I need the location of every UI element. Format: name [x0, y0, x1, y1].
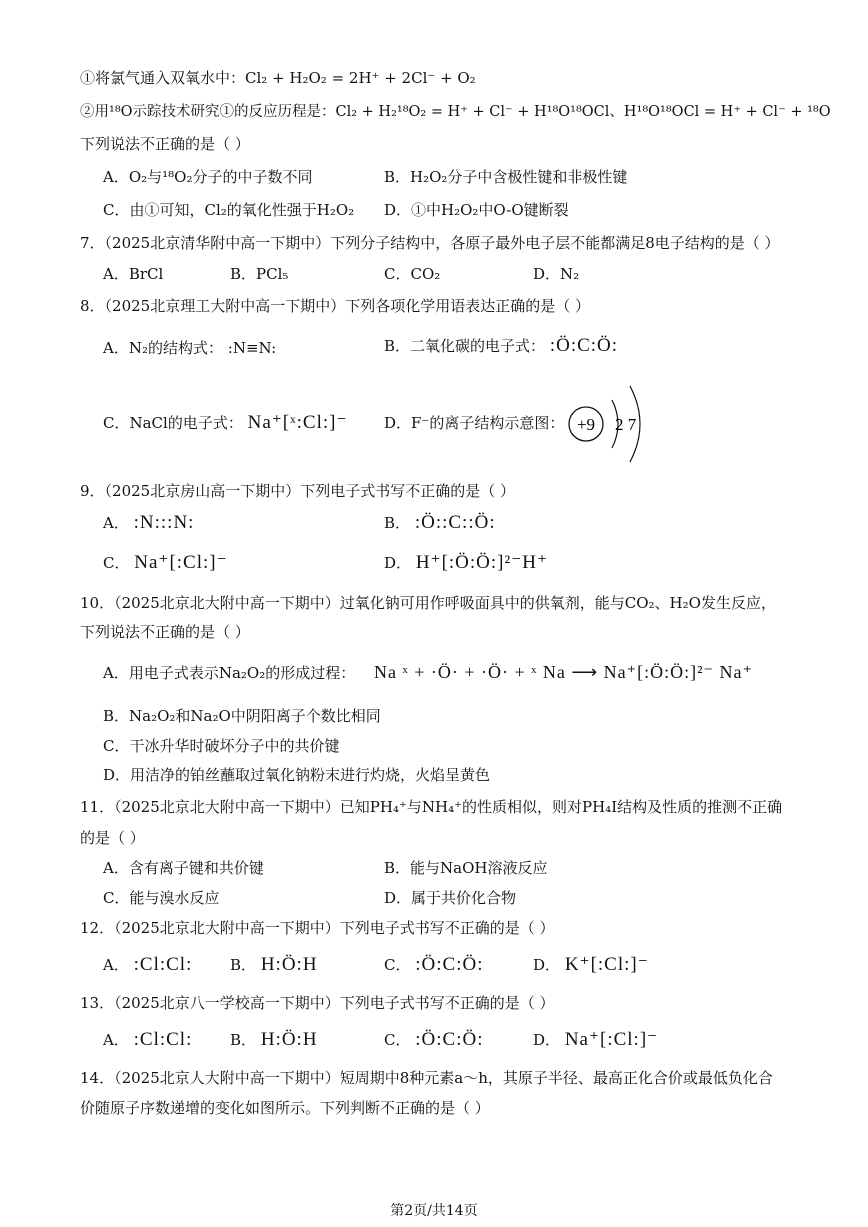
q13-option-b-label: B． — [230, 1031, 257, 1049]
q11-stem-line1: 11．（2025北京北大附中高一下期中）已知PH₄⁺与NH₄⁺的性质相似，则对PH₄I结构及性质的推测不正确 — [80, 798, 783, 816]
q6-option-b: B．H₂O₂分子中含极性键和非极性键 — [384, 168, 628, 186]
q13-option-d-formula: Na⁺[:Cl:]⁻ — [564, 1029, 659, 1050]
q7-option-a: A．BrCl — [103, 265, 164, 283]
q12-option-a — [103, 955, 192, 975]
q6-option-a: A．O₂与¹⁸O₂分子的中子数不同 — [103, 168, 313, 186]
q10-stem-line1: 10．（2025北京北大附中高一下期中）过氧化钠可用作呼吸面具中的供氧剂，能与CO₂、H₂O发生反应， — [80, 594, 776, 612]
q8-option-a-label: A．N₂的结构式： — [103, 339, 223, 357]
q13-option-c — [384, 1030, 484, 1050]
q10-option-c: C．干冰升华时破坏分子中的共价键 — [103, 737, 340, 755]
q9-stem: 9．（2025北京房山高一下期中）下列电子式书写不正确的是（ ） — [80, 482, 515, 500]
line-reaction-2: ②用¹⁸O示踪技术研究①的反应历程是：Cl₂ + H₂¹⁸O₂ = H⁺ + Cl⁻ + H¹⁸O¹⁸OCl、H¹⁸O¹⁸OCl = H⁺ + Cl⁻ + ¹⁸O — [80, 104, 831, 120]
q9-option-a-formula: :N:::N: — [133, 512, 195, 533]
q8-option-b — [384, 336, 618, 356]
q12-option-a-formula: :Cl:Cl: — [133, 954, 193, 975]
q13-option-c-formula: :Ö:C:Ö: — [415, 1029, 484, 1050]
q7-stem: 7．（2025北京清华附中高一下期中）下列分子结构中，各原子最外电子层不能都满足8电子结构的是（ ） — [80, 234, 780, 252]
q8-stem: 8．（2025北京理工大附中高一下期中）下列各项化学用语表达正确的是（ ） — [80, 297, 590, 315]
q6-option-d: D．①中H₂O₂中O-O键断裂 — [384, 201, 569, 219]
q12-option-c-label: C． — [384, 956, 411, 974]
q12-option-c-formula: :Ö:C:Ö: — [415, 954, 484, 975]
line-question-prompt: 下列说法不正确的是（ ） — [80, 135, 250, 153]
q10-option-b: B．Na₂O₂和Na₂O中阴阳离子个数比相同 — [103, 707, 381, 725]
q12-option-d-label: D． — [533, 956, 561, 974]
q13-option-a-formula: :Cl:Cl: — [133, 1029, 193, 1050]
q9-option-b-label: B． — [384, 514, 411, 532]
q8-option-c-label: C．NaCl的电子式： — [103, 414, 243, 432]
q10-option-a-label: A．用电子式表示Na₂O₂的形成过程： — [103, 664, 356, 682]
q8-option-c-formula: Na⁺[ˣ:Cl:]⁻ — [247, 412, 348, 433]
q12-option-b — [230, 955, 318, 975]
q8-option-d — [384, 413, 564, 433]
q13-option-d — [533, 1030, 658, 1050]
q8-option-a — [103, 338, 276, 358]
q9-option-b — [384, 513, 496, 533]
q10-stem-line2: 下列说法不正确的是（ ） — [80, 623, 250, 641]
page-footer: 第2页/共14页 — [390, 1203, 478, 1219]
q11-option-c: C．能与溴水反应 — [103, 889, 220, 907]
q13-option-a — [103, 1030, 192, 1050]
q13-option-b — [230, 1030, 318, 1050]
diagram-nucleus-label: +9 — [576, 415, 596, 434]
q9-option-d — [384, 553, 548, 573]
q13-option-b-formula: H:Ö:H — [260, 1029, 318, 1050]
q9-option-c-formula: Na⁺[:Cl:]⁻ — [134, 552, 228, 573]
q13-option-d-label: D． — [533, 1031, 561, 1049]
line-reaction-1: ①将氯气通入双氧水中：Cl₂ + H₂O₂ = 2H⁺ + 2Cl⁻ + O₂ — [80, 69, 476, 87]
q13-option-c-label: C． — [384, 1031, 411, 1049]
q10-option-a-formula: Na ˣ + ·Ö· + ·Ö· + ˣ Na ⟶ Na⁺[:Ö:Ö:]²⁻ Na⁺ — [374, 662, 753, 682]
q9-option-c-label: C． — [103, 554, 130, 572]
q8-option-d-label: D．F⁻的离子结构示意图： — [384, 414, 565, 432]
q13-stem: 13．（2025北京八一学校高一下期中）下列电子式书写不正确的是（ ） — [80, 994, 555, 1012]
q11-stem-line2: 的是（ ） — [80, 829, 145, 847]
q6-option-c: C．由①可知，Cl₂的氧化性强于H₂O₂ — [103, 201, 355, 219]
diagram-shell-electrons: 2 7 — [615, 415, 637, 434]
q9-option-a-label: A． — [103, 514, 129, 532]
q12-option-a-label: A． — [103, 956, 129, 974]
q9-option-d-label: D． — [384, 554, 412, 572]
q7-option-c: C．CO₂ — [384, 265, 441, 283]
q9-option-c — [103, 553, 228, 573]
q11-option-d: D．属于共价化合物 — [384, 889, 517, 907]
q8-option-b-label: B．二氧化碳的电子式： — [384, 337, 546, 355]
q8-option-a-formula: :N≡N: — [227, 339, 277, 357]
q14-stem-line2: 价随原子序数递增的变化如图所示。下列判断不正确的是（ ） — [80, 1099, 490, 1117]
q13-option-a-label: A． — [103, 1031, 129, 1049]
q10-option-d: D．用洁净的铂丝蘸取过氧化钠粉末进行灼烧，火焰呈黄色 — [103, 766, 491, 784]
q9-option-b-formula: :Ö::C::Ö: — [414, 512, 496, 533]
q8-option-c — [103, 413, 347, 433]
q10-option-a — [103, 662, 753, 683]
q7-option-b: B．PCl₅ — [230, 265, 289, 283]
q12-option-c — [384, 955, 484, 975]
q12-option-b-formula: H:Ö:H — [260, 954, 318, 975]
q8-option-b-formula: :Ö:C:Ö: — [549, 335, 619, 356]
q11-option-a: A．含有离子键和共价键 — [103, 859, 264, 877]
q7-option-d: D．N₂ — [533, 265, 580, 283]
q9-option-a — [103, 513, 194, 533]
q12-stem: 12．（2025北京北大附中高一下期中）下列电子式书写不正确的是（ ） — [80, 919, 555, 937]
q12-option-d-formula: K⁺[:Cl:]⁻ — [564, 954, 649, 975]
q14-stem-line1: 14．（2025北京人大附中高一下期中）短周期中8种元素a～h，其原子半径、最高正化合价或最低负化合 — [80, 1069, 773, 1087]
q9-option-d-formula: H⁺[:Ö:Ö:]²⁻H⁺ — [415, 552, 548, 573]
q12-option-b-label: B． — [230, 956, 257, 974]
q12-option-d — [533, 955, 649, 975]
q11-option-b: B．能与NaOH溶液反应 — [384, 859, 548, 877]
fluoride-ion-structure-diagram — [562, 380, 662, 470]
